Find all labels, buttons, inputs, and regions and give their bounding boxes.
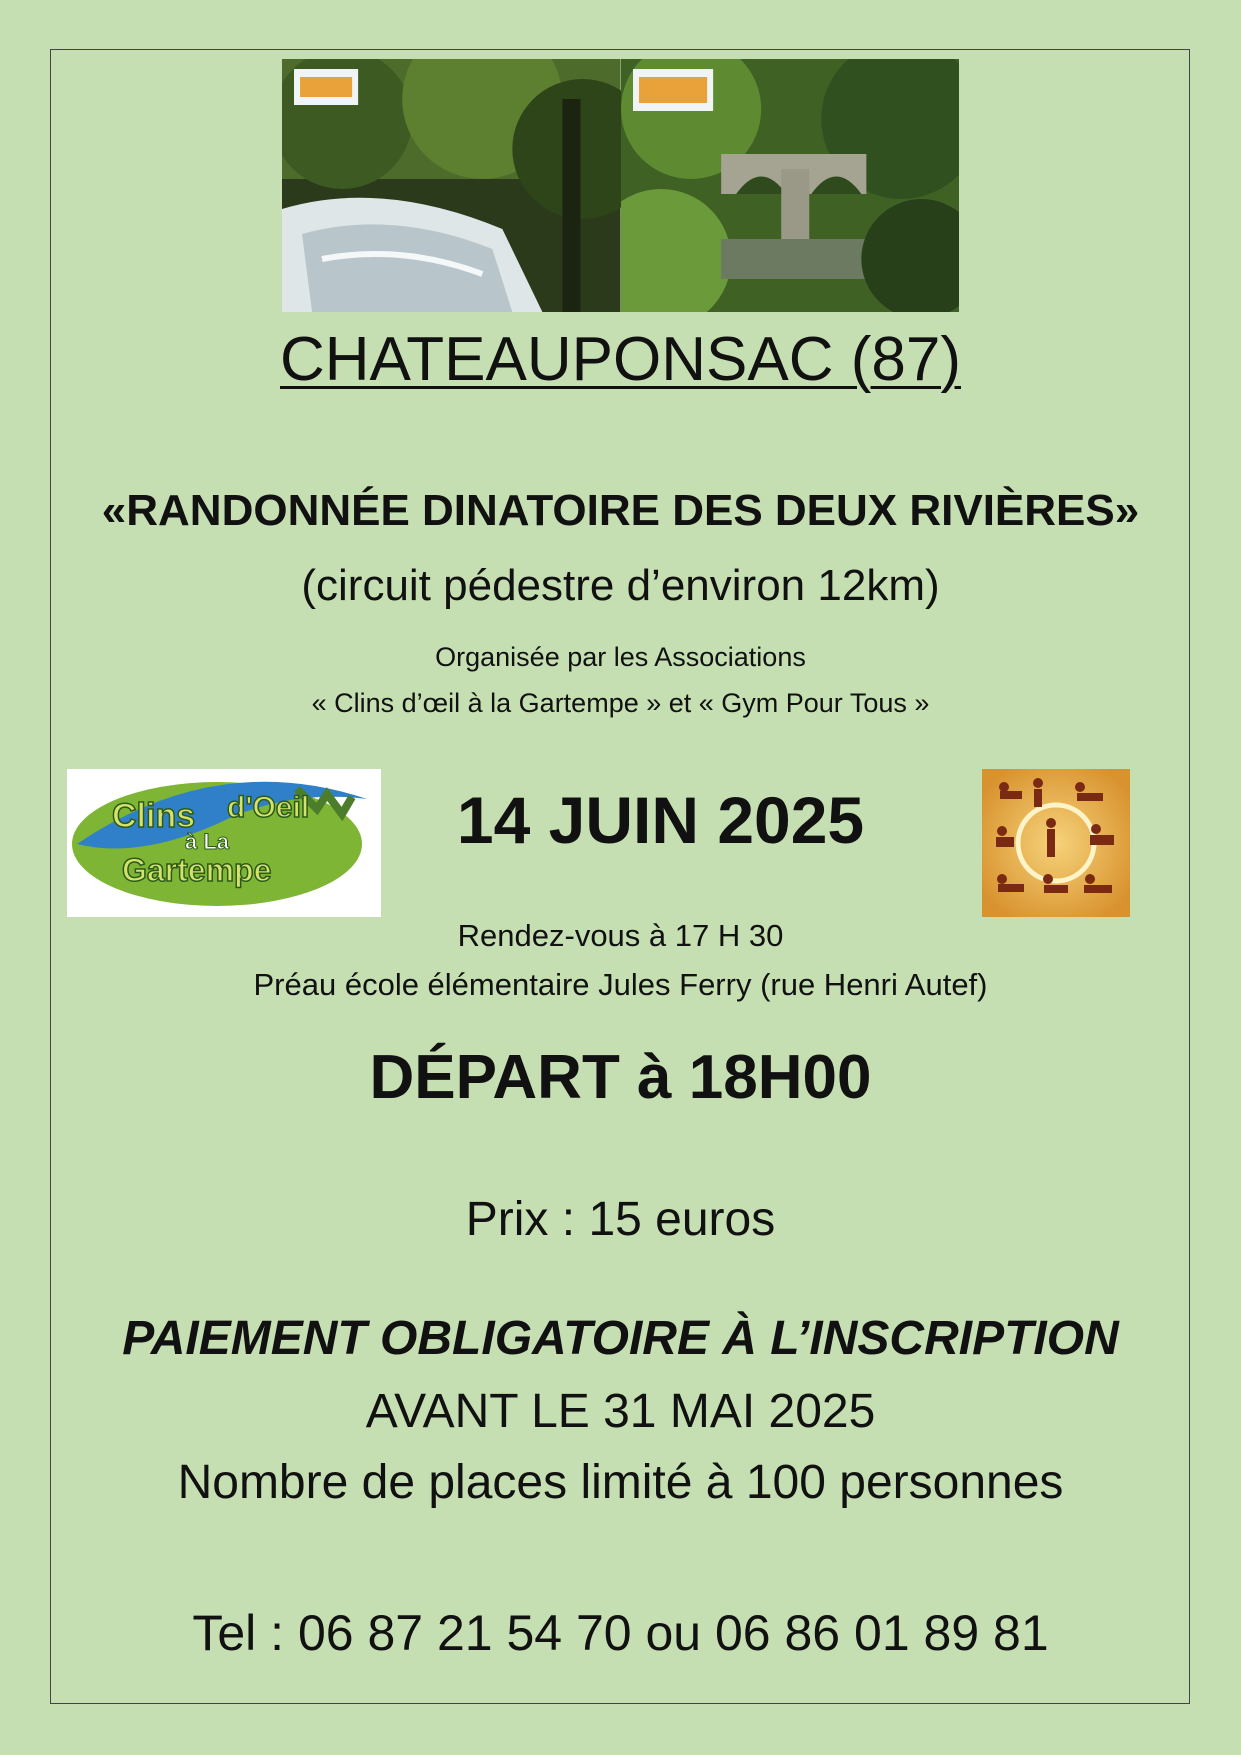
town-title: CHATEAUPONSAC (87) <box>280 325 961 394</box>
bridge-photo <box>621 59 960 312</box>
event-name: «RANDONNÉE DINATOIRE DES DEUX RIVIÈRES» <box>101 486 1140 535</box>
meeting-place: Préau école élémentaire Jules Ferry (rue Henri Autef) <box>253 967 988 1002</box>
meeting-time: Rendez-vous à 17 H 30 <box>457 918 784 953</box>
header-photos <box>282 59 959 312</box>
payment-deadline: AVANT LE 31 MAI 2025 <box>365 1385 876 1438</box>
logo-text-doeil: d'Oeil <box>227 791 310 824</box>
logo-text-ala: à La <box>185 829 230 854</box>
river-photo <box>282 59 621 312</box>
payment-notice: PAIEMENT OBLIGATOIRE À L’INSCRIPTION <box>122 1312 1119 1365</box>
logo-text-gartempe: Gartempe <box>122 852 272 888</box>
organizer-line: Organisée par les Associations <box>435 642 806 672</box>
gym-pour-tous-logo <box>982 769 1130 917</box>
contact-phone: Tel : 06 87 21 54 70 ou 06 86 01 89 81 <box>192 1605 1049 1661</box>
places-limit: Nombre de places limité à 100 personnes <box>177 1456 1064 1509</box>
associations-line: « Clins d’œil à la Gartempe » et « Gym Pour Tous » <box>311 688 930 718</box>
event-subtitle: (circuit pédestre d’environ 12km) <box>301 561 940 610</box>
departure-time: DÉPART à 18H00 <box>369 1043 872 1112</box>
logo-text-clins: Clins <box>112 797 196 835</box>
event-date: 14 JUIN 2025 <box>456 783 865 857</box>
price: Prix : 15 euros <box>465 1193 776 1246</box>
